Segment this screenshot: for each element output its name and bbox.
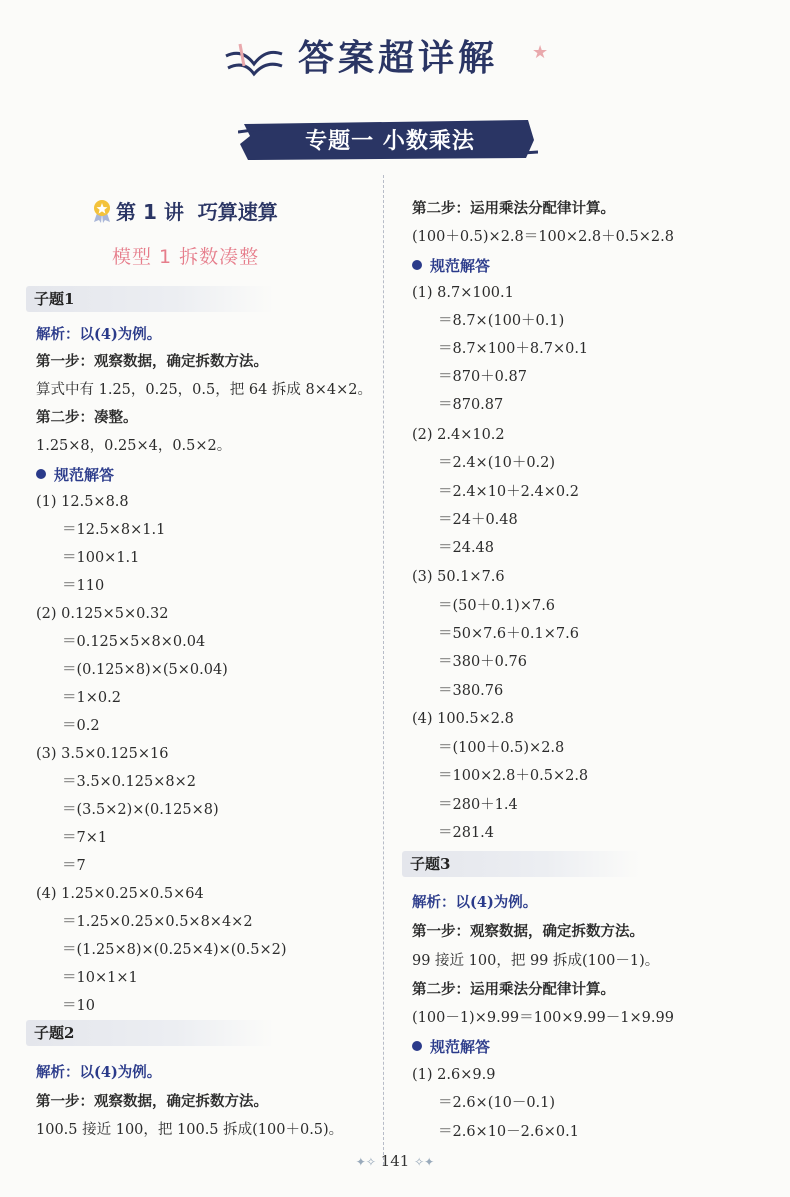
page-number bbox=[330, 1152, 460, 1170]
equation-step: ＝(100＋0.5)×2.8 bbox=[438, 740, 565, 756]
answer-heading-text: 规范解答 bbox=[430, 1038, 491, 1056]
equation-step: ＝110 bbox=[62, 578, 105, 594]
text-line: 99 接近 100，把 99 拆成(100－1)。 bbox=[412, 953, 660, 969]
equation-step: ＝(1.25×8)×(0.25×4)×(0.5×2) bbox=[62, 942, 287, 958]
step-heading: 第一步：观察数据，确定拆数方法。 bbox=[412, 923, 644, 940]
subtopic-heading: 子题2 bbox=[26, 1020, 274, 1046]
equation-step: ＝2.6×10－2.6×0.1 bbox=[438, 1124, 579, 1140]
text-line: (1) 12.5×8.8 bbox=[36, 494, 129, 510]
text-line: (3) 50.1×7.6 bbox=[412, 569, 505, 585]
text-line: (4) 100.5×2.8 bbox=[412, 711, 514, 727]
lesson-number: 第 1 讲 bbox=[116, 200, 184, 224]
equation-step: ＝(0.125×8)×(5×0.04) bbox=[62, 662, 228, 678]
analysis-line: 解析：以(4)为例。 bbox=[412, 894, 538, 911]
equation-step: ＝280＋1.4 bbox=[438, 797, 518, 813]
equation-step: ＝7×1 bbox=[62, 830, 108, 846]
answer-heading bbox=[412, 255, 490, 276]
page-number-text: 141 bbox=[380, 1152, 410, 1170]
equation-step: ＝100×1.1 bbox=[62, 550, 140, 566]
open-book-icon bbox=[222, 42, 286, 82]
step-heading: 第二步：凑整。 bbox=[36, 409, 138, 426]
subtopic-heading: 子题1 bbox=[26, 286, 274, 312]
equation-step: ＝2.4×10＋2.4×0.2 bbox=[438, 484, 579, 500]
text-line: 100.5 接近 100，把 100.5 拆成(100＋0.5)。 bbox=[36, 1122, 344, 1138]
equation-step: ＝24.48 bbox=[438, 540, 495, 556]
subtopic-heading: 子题3 bbox=[402, 851, 640, 877]
answer-heading-text: 规范解答 bbox=[54, 466, 115, 484]
answer-heading-text: 规范解答 bbox=[430, 257, 491, 275]
text-line: 算式中有 1.25，0.25，0.5，把 64 拆成 8×4×2。 bbox=[36, 382, 372, 398]
equation-step: ＝1×0.2 bbox=[62, 690, 121, 706]
medal-icon bbox=[92, 199, 112, 223]
equation-step: ＝3.5×0.125×8×2 bbox=[62, 774, 196, 790]
equation-step: ＝2.4×(10＋0.2) bbox=[438, 455, 556, 471]
lesson-title: 巧算速算 bbox=[197, 200, 278, 224]
dots-ornament-right: ✧✦ bbox=[414, 1155, 435, 1169]
bullet-dot bbox=[36, 469, 46, 479]
dots-ornament-left: ✦✧ bbox=[355, 1155, 376, 1169]
equation-step: ＝8.7×(100＋0.1) bbox=[438, 313, 565, 329]
equation-step: ＝281.4 bbox=[438, 825, 495, 841]
analysis-line: 解析：以(4)为例。 bbox=[36, 326, 162, 343]
equation-step: ＝2.6×(10－0.1) bbox=[438, 1095, 556, 1111]
step-heading: 第二步：运用乘法分配律计算。 bbox=[412, 200, 615, 217]
star-icon: ★ bbox=[532, 42, 549, 63]
text-line: (100－1)×9.99＝100×9.99－1×9.99 bbox=[412, 1010, 674, 1026]
step-heading: 第一步：观察数据，确定拆数方法。 bbox=[36, 1093, 268, 1110]
text-line: 1.25×8，0.25×4，0.5×2。 bbox=[36, 438, 232, 454]
equation-step: ＝0.125×5×8×0.04 bbox=[62, 634, 206, 650]
equation-step: ＝10×1×1 bbox=[62, 970, 138, 986]
equation-step: ＝(50＋0.1)×7.6 bbox=[438, 598, 556, 614]
bullet-dot bbox=[412, 260, 422, 270]
equation-step: ＝50×7.6＋0.1×7.6 bbox=[438, 626, 579, 642]
text-line: (1) 2.6×9.9 bbox=[412, 1067, 496, 1083]
analysis-line: 解析：以(4)为例。 bbox=[36, 1064, 162, 1081]
text-line: (2) 2.4×10.2 bbox=[412, 427, 505, 443]
page-header bbox=[0, 0, 790, 110]
equation-step: ＝(3.5×2)×(0.125×8) bbox=[62, 802, 219, 818]
equation-step: ＝380＋0.76 bbox=[438, 654, 527, 670]
step-heading: 第二步：运用乘法分配律计算。 bbox=[412, 981, 615, 998]
text-line: (2) 0.125×5×0.32 bbox=[36, 606, 169, 622]
equation-step: ＝380.76 bbox=[438, 683, 504, 699]
topic-banner-label: 专题一 小数乘法 bbox=[305, 129, 475, 154]
answer-heading bbox=[36, 464, 114, 485]
equation-step: ＝24＋0.48 bbox=[438, 512, 518, 528]
equation-step: ＝7 bbox=[62, 858, 86, 874]
equation-step: ＝100×2.8＋0.5×2.8 bbox=[438, 768, 589, 784]
text-line: (3) 3.5×0.125×16 bbox=[36, 746, 169, 762]
equation-step: ＝1.25×0.25×0.5×8×4×2 bbox=[62, 914, 253, 930]
equation-step: ＝12.5×8×1.1 bbox=[62, 522, 166, 538]
equation-step: ＝10 bbox=[62, 998, 95, 1014]
step-heading: 第一步：观察数据，确定拆数方法。 bbox=[36, 353, 268, 370]
page-title: 答案超详解 bbox=[298, 38, 499, 79]
equation-step: ＝0.2 bbox=[62, 718, 100, 734]
text-line: (100＋0.5)×2.8＝100×2.8＋0.5×2.8 bbox=[412, 229, 674, 245]
equation-step: ＝870.87 bbox=[438, 397, 504, 413]
equation-step: ＝8.7×100＋8.7×0.1 bbox=[438, 341, 589, 357]
equation-step: ＝870＋0.87 bbox=[438, 369, 527, 385]
bullet-dot bbox=[412, 1041, 422, 1051]
model-heading: 模型 1 拆数凑整 bbox=[112, 246, 260, 268]
column-divider bbox=[383, 175, 384, 1165]
text-line: (1) 8.7×100.1 bbox=[412, 285, 514, 301]
answer-heading bbox=[412, 1036, 490, 1057]
lesson-heading bbox=[92, 196, 278, 225]
text-line: (4) 1.25×0.25×0.5×64 bbox=[36, 886, 204, 902]
